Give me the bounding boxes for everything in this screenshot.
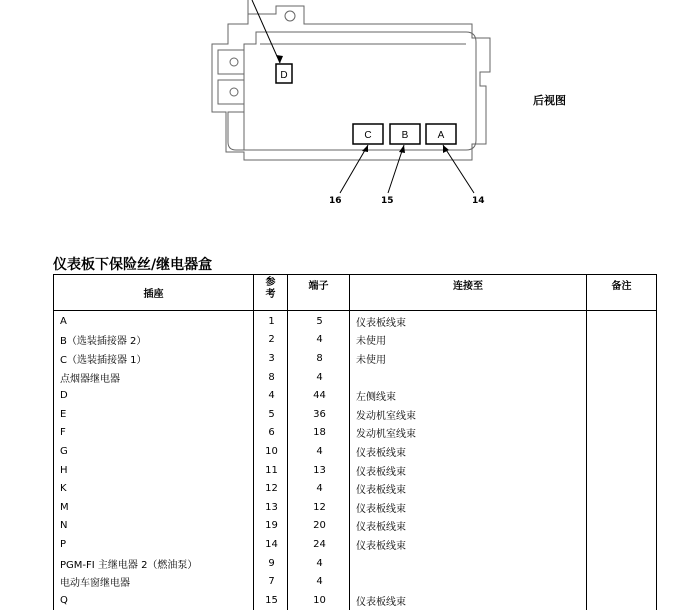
callout-14: 14	[472, 196, 485, 206]
cell-notes	[587, 554, 657, 573]
cell-ref: 9	[254, 554, 288, 573]
cell-connects-to: 仪表板线束	[350, 591, 587, 610]
cell-socket: D	[54, 386, 254, 405]
cell-notes	[587, 442, 657, 461]
arrowhead-15	[399, 145, 405, 153]
cell-terminals: 5	[288, 311, 350, 331]
cell-connects-to	[350, 554, 587, 573]
cell-socket: Q	[54, 591, 254, 610]
connector-b	[390, 124, 420, 144]
cell-terminals: 36	[288, 405, 350, 424]
cell-socket: F	[54, 424, 254, 443]
cell-terminals: 4	[288, 479, 350, 498]
callout-16: 16	[329, 196, 342, 206]
cell-terminals: 12	[288, 498, 350, 517]
leader-line-14	[443, 145, 474, 193]
cell-notes	[587, 572, 657, 591]
table-row	[54, 331, 657, 350]
header-ref-line2: 考	[265, 289, 276, 300]
cell-socket: C（选装插接器 1）	[54, 349, 254, 368]
rear-view-label: 后视图	[533, 94, 566, 107]
header-ref	[254, 275, 288, 311]
cell-ref: 10	[254, 442, 288, 461]
table-row	[54, 591, 657, 610]
arrowhead-d	[276, 55, 283, 63]
cell-connects-to: 未使用	[350, 331, 587, 350]
cell-socket: B（选装插接器 2）	[54, 331, 254, 350]
cell-connects-to	[350, 572, 587, 591]
cell-terminals: 24	[288, 535, 350, 554]
cell-socket: 电动车窗继电器	[54, 572, 254, 591]
cell-socket: G	[54, 442, 254, 461]
cell-terminals: 4	[288, 331, 350, 350]
cell-connects-to: 仪表板线束	[350, 461, 587, 480]
header-connects-to: 连接至	[350, 275, 587, 311]
cell-notes	[587, 349, 657, 368]
cell-terminals: 20	[288, 517, 350, 536]
cell-notes	[587, 386, 657, 405]
cell-ref: 13	[254, 498, 288, 517]
table-row	[54, 461, 657, 480]
cell-ref: 6	[254, 424, 288, 443]
cell-notes	[587, 498, 657, 517]
cell-notes	[587, 479, 657, 498]
cell-ref: 12	[254, 479, 288, 498]
table-row	[54, 368, 657, 387]
arrowhead-16	[362, 145, 368, 152]
connector-d	[276, 64, 292, 83]
arrowhead-14	[443, 145, 449, 153]
cell-connects-to: 仪表板线束	[350, 311, 587, 331]
cell-connects-to: 左侧线束	[350, 386, 587, 405]
cell-connects-to: 发动机室线束	[350, 405, 587, 424]
cell-notes	[587, 535, 657, 554]
cell-connects-to: 仪表板线束	[350, 535, 587, 554]
cell-connects-to: 未使用	[350, 349, 587, 368]
table-row	[54, 424, 657, 443]
connector-b-label: B	[401, 130, 409, 141]
fuse-box-rear-view-diagram	[0, 0, 698, 215]
cell-connects-to	[350, 368, 587, 387]
connector-c	[353, 124, 383, 144]
connector-c-label: C	[364, 130, 372, 141]
cell-socket: A	[54, 311, 254, 331]
table-row	[54, 405, 657, 424]
fuse-relay-box-table	[53, 274, 657, 610]
cell-terminals: 4	[288, 572, 350, 591]
cell-terminals: 4	[288, 554, 350, 573]
table-row	[54, 311, 657, 331]
table-row	[54, 554, 657, 573]
table-row	[54, 442, 657, 461]
cell-socket: M	[54, 498, 254, 517]
connector-a	[426, 124, 456, 144]
connector-d-label: D	[280, 70, 288, 81]
cell-connects-to: 仪表板线束	[350, 498, 587, 517]
cell-socket: E	[54, 405, 254, 424]
cell-ref: 3	[254, 349, 288, 368]
cell-ref: 5	[254, 405, 288, 424]
table-row	[54, 535, 657, 554]
callout-15: 15	[381, 196, 394, 206]
table-header-row	[54, 275, 657, 311]
cell-socket: PGM-FI 主继电器 2（燃油泵）	[54, 554, 254, 573]
header-terminals: 端子	[288, 275, 350, 311]
cell-ref: 19	[254, 517, 288, 536]
cell-socket: P	[54, 535, 254, 554]
cell-ref: 7	[254, 572, 288, 591]
cell-notes	[587, 424, 657, 443]
table-row	[54, 479, 657, 498]
cell-ref: 1	[254, 311, 288, 331]
cell-terminals: 13	[288, 461, 350, 480]
connector-a-label: A	[437, 130, 445, 141]
cell-connects-to: 发动机室线束	[350, 424, 587, 443]
cell-socket: K	[54, 479, 254, 498]
header-notes: 备注	[587, 275, 657, 311]
cell-terminals: 4	[288, 368, 350, 387]
table-row	[54, 349, 657, 368]
cell-connects-to: 仪表板线束	[350, 517, 587, 536]
cell-terminals: 18	[288, 424, 350, 443]
cell-notes	[587, 405, 657, 424]
cell-notes	[587, 311, 657, 331]
cell-terminals: 8	[288, 349, 350, 368]
table-row	[54, 572, 657, 591]
cell-connects-to: 仪表板线束	[350, 442, 587, 461]
cell-notes	[587, 461, 657, 480]
cell-notes	[587, 517, 657, 536]
header-ref-line1: 参	[265, 277, 276, 288]
cell-ref: 4	[254, 386, 288, 405]
cell-connects-to: 仪表板线束	[350, 479, 587, 498]
cell-ref: 14	[254, 535, 288, 554]
cell-terminals: 44	[288, 386, 350, 405]
leader-line-16	[340, 145, 368, 193]
cell-notes	[587, 331, 657, 350]
cell-ref: 8	[254, 368, 288, 387]
cell-terminals: 10	[288, 591, 350, 610]
cell-terminals: 4	[288, 442, 350, 461]
cell-ref: 11	[254, 461, 288, 480]
cell-socket: N	[54, 517, 254, 536]
header-socket: 插座	[54, 275, 254, 311]
cell-ref: 15	[254, 591, 288, 610]
table-row	[54, 498, 657, 517]
cell-socket: 点烟器继电器	[54, 368, 254, 387]
cell-notes	[587, 591, 657, 610]
cell-ref: 2	[254, 331, 288, 350]
table-row	[54, 517, 657, 536]
cell-notes	[587, 368, 657, 387]
cell-socket: H	[54, 461, 254, 480]
table-row	[54, 386, 657, 405]
section-title: 仪表板下保险丝/继电器盒	[53, 257, 213, 273]
